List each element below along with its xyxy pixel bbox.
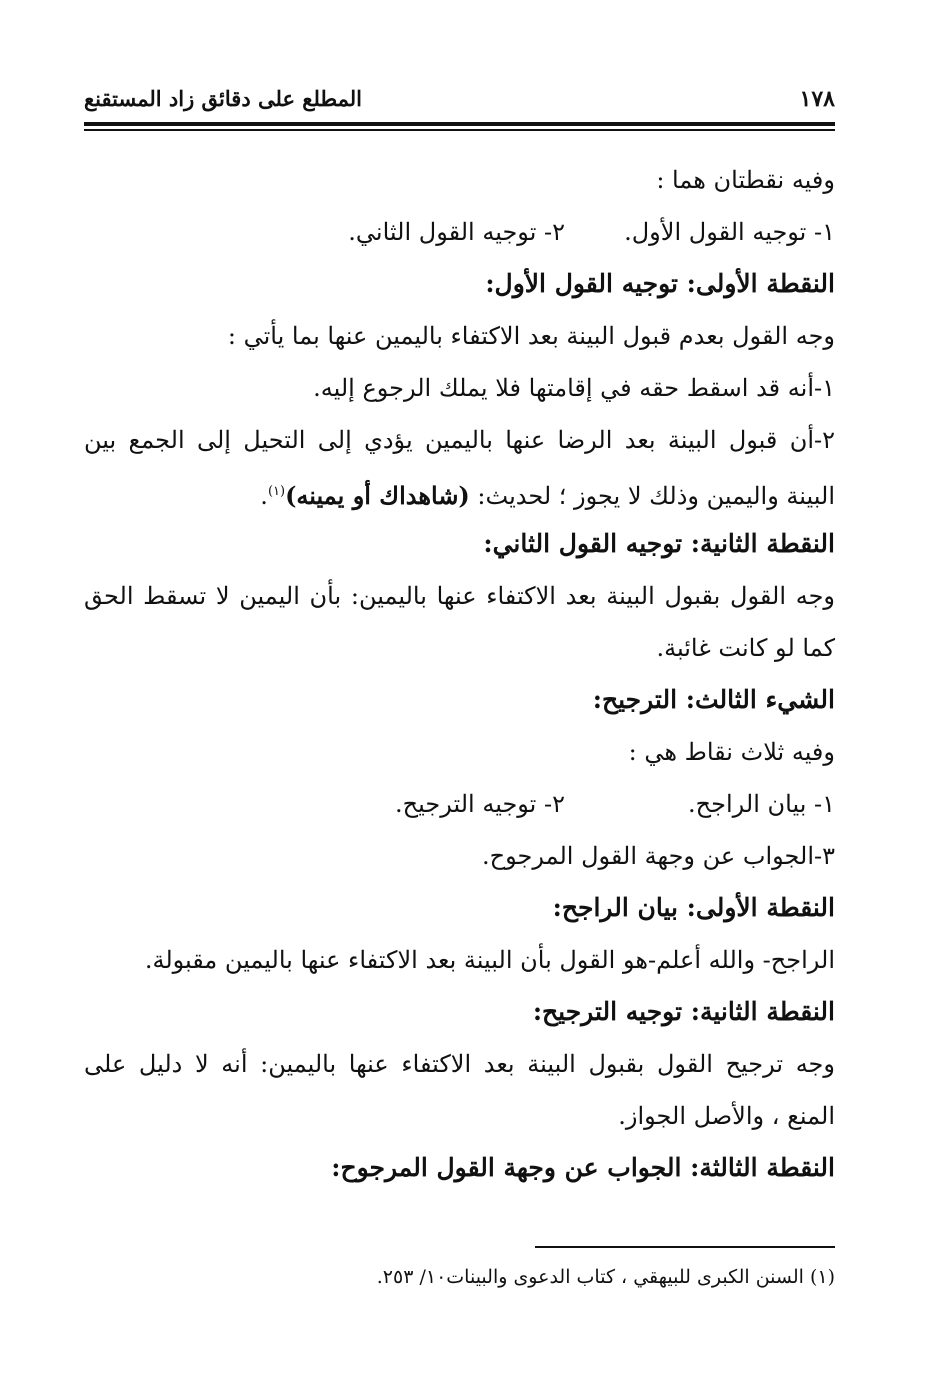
paragraph-line: ١-أنه قد اسقط حقه في إقامتها فلا يملك الرجوع إليه. (313, 374, 835, 402)
list-item: ٢- توجيه القول الثاني. (348, 218, 565, 246)
paragraph-line: وفيه ثلاث نقاط هي : (628, 738, 835, 766)
paragraph-line: الراجح- والله أعلم-هو القول بأن البينة بعد الاكتفاء عنها باليمين مقبولة. (144, 946, 835, 974)
section-heading: النقطة الثالثة: الجواب عن وجهة القول المرجوح: (331, 1153, 835, 1182)
page-number: ١٧٨ (799, 86, 835, 112)
section-heading: النقطة الأولى: بيان الراجح: (552, 893, 835, 922)
page-header (84, 86, 835, 116)
list-item: ٣-الجواب عن وجهة القول المرجوح. (481, 842, 835, 870)
paragraph-line (84, 466, 835, 518)
paragraph-line: وجه ترجيح القول بقبول البينة بعد الاكتفاء عنها باليمين: أنه لا دليل على (84, 1050, 835, 1078)
list-item: ١- توجيه القول الأول. (624, 218, 835, 246)
section-heading: النقطة الثانية: توجيه القول الثاني: (483, 529, 835, 558)
footnote-separator (535, 1246, 835, 1248)
header-rule-thin (84, 129, 835, 131)
footnote-marker[interactable]: (١) (267, 484, 286, 499)
section-heading: النقطة الثانية: توجيه الترجيح: (532, 997, 835, 1026)
paragraph-line: ٢-أن قبول البينة بعد الرضا عنها باليمين يؤدي إلى التحيل إلى الجمع بين (84, 426, 835, 454)
running-title: المطلع على دقائق زاد المستقنع (84, 86, 363, 111)
header-rule-thick (84, 122, 835, 126)
list-row (84, 206, 835, 258)
list-item: ١- بيان الراجح. (688, 790, 835, 818)
paragraph-line: كما لو كانت غائبة. (656, 634, 835, 662)
list-item: ٢- توجيه الترجيح. (395, 790, 565, 818)
text-span: البينة واليمين وذلك لا يجوز ؛ لحديث: (469, 482, 835, 510)
paragraph-line: وجه القول بعدم قبول البينة بعد الاكتفاء باليمين عنها بما يأتي : (227, 322, 835, 350)
hadith-quote: (شاهداك أو يمينه) (285, 481, 470, 510)
list-row (84, 778, 835, 830)
paragraph-line: المنع ، والأصل الجواز. (618, 1102, 835, 1130)
section-heading: الشيء الثالث: الترجيح: (592, 685, 835, 714)
section-heading: النقطة الأولى: توجيه القول الأول: (485, 269, 835, 298)
paragraph-line: وفيه نقطتان هما : (656, 166, 835, 194)
paragraph-line: وجه القول بقبول البينة بعد الاكتفاء عنها باليمين: بأن اليمين لا تسقط الحق (84, 582, 835, 610)
text-span: . (260, 482, 268, 510)
footnote: (١) السنن الكبرى للبيهقي ، كتاب الدعوى والبينات١٠/ ٢٥٣. (376, 1266, 835, 1288)
page-body (84, 154, 835, 1194)
